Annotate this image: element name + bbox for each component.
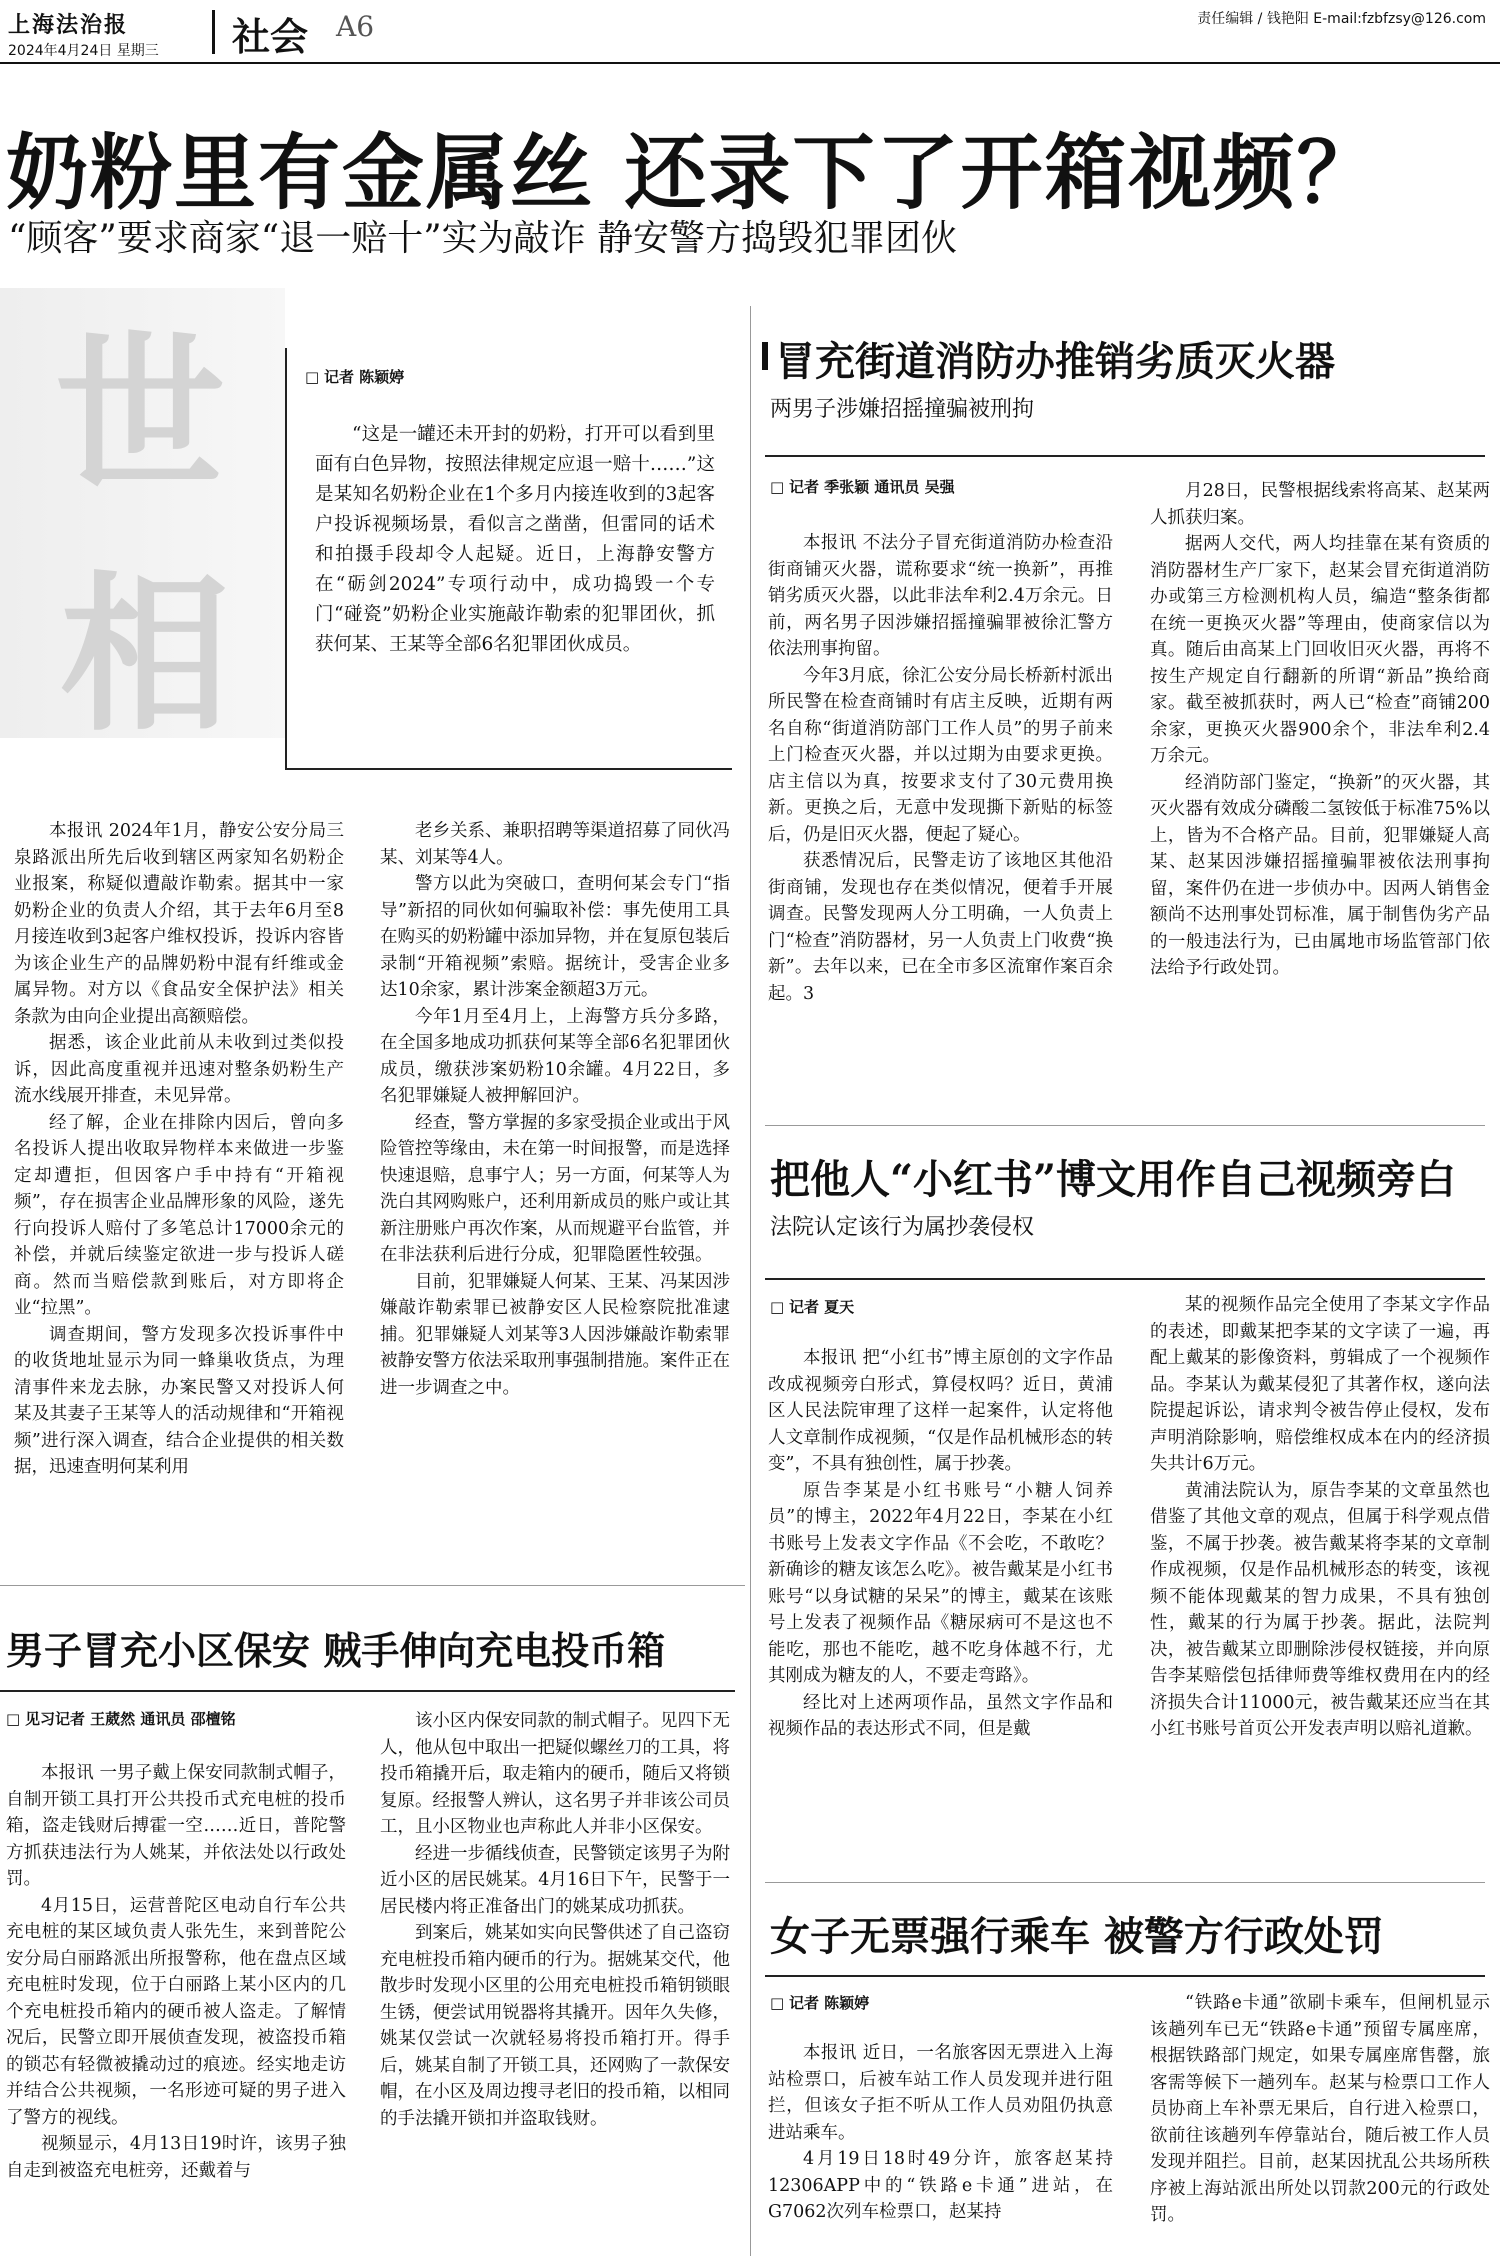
article-column	[768, 1345, 1113, 1743]
paragraph: 本报讯 一男子戴上保安同款制式帽子，自制开锁工具打开公共投币式充电桩的投币箱，盗走钱财后搏霍一空……近日，普陀警方抓获违法行为人姚某，并依法处以行政处罚。	[6, 1763, 346, 1889]
article-column	[1150, 478, 1490, 982]
paragraph: 本报讯 2024年1月，静安公安分局三泉路派出所先后收到辖区两家知名奶粉企业报案，称疑似遭敲诈勒索。据其中一家奶粉企业的负责人介绍，其于去年6月至8月接连收到3起客户维权投诉，投诉内容皆为该企业生产的品牌奶粉中混有纤维或金属异物。对方以《食品安全保护法》相关条款为由向企业提出高额赔偿。	[14, 821, 344, 1027]
article-subtitle: 两男子涉嫌招摇撞骗被刑拘	[770, 397, 1035, 422]
watermark-char: 世	[55, 315, 226, 515]
title-marker	[762, 342, 768, 370]
article-title: 把他人“小红书”博文用作自己视频旁白	[770, 1156, 1457, 1203]
paragraph: 本报讯 把“小红书”博主原创的文字作品改成视频旁白形式，算侵权吗？近日，黄浦区人民法院审理了这样一起案件，认定将他人文章制作成视频，“仅是作品机械形态的转变”，不具有独创性，属于抄袭。	[768, 1348, 1113, 1474]
byline: □ 记者 陈颖婷	[305, 366, 404, 387]
article-column	[380, 818, 730, 1401]
paragraph: 经进一步循线侦查，民警锁定该男子为附近小区的居民姚某。4月16日下午，民警于一居民楼内将正准备出门的姚某成功抓获。	[380, 1843, 730, 1917]
paragraph: 月28日，民警根据线索将高某、赵某两人抓获归案。	[1150, 481, 1490, 528]
paragraph: 今年3月底，徐汇公安分局长桥新村派出所民警在检查商铺时有店主反映，近期有两名自称“街道消防部门工作人员”的男子前来上门检查灭火器，并以过期为由要求更换。店主信以为真，按要求支付了30元费用换新。更换之后，无意中发现撕下新贴的标签后，仍是旧灭火器，便起了疑心。	[768, 665, 1113, 845]
byline: □ 记者 夏天	[770, 1296, 854, 1317]
article-column	[1150, 1292, 1490, 1743]
article-divider	[0, 1585, 745, 1586]
article-column	[768, 530, 1113, 1007]
paragraph: 4月19日18时49分许，旅客赵某持12306APP中的“铁路e卡通”进站，在G7062次列车检票口，赵某持	[768, 2149, 1113, 2222]
paragraph: 老乡关系、兼职招聘等渠道招募了同伙冯某、刘某等4人。	[380, 821, 730, 868]
article-column	[380, 1708, 730, 2132]
article-column	[6, 1760, 346, 2184]
paragraph: 据两人交代，两人均挂靠在某有资质的消防器材生产厂家下，赵某会冒充街道消防办或第三方检测机构人员，编造“整条街都在统一更换灭火器”等理由，使商家信以为真。随后由高某上门回收旧灭火器，再将不按生产规定自行翻新的所谓“新品”换给商家。截至被抓获时，两人已“检查”商铺200余家，更换灭火器900余个，非法牟利2.4万余元。	[1150, 534, 1490, 766]
article-divider	[765, 1125, 1485, 1126]
article-title: 男子冒充小区保安 贼手伸向充电投币箱	[6, 1628, 666, 1673]
paragraph: 调查期间，警方发现多次投诉事件中的收货地址显示为同一蜂巢收货点，为理清事件来龙去脉，办案民警又对投诉人何某及其妻子王某等人的活动规律和“开箱视频”进行深入调查，结合企业提供的相关数据，迅速查明何某利用	[14, 1324, 344, 1477]
column-watermark	[0, 288, 285, 755]
paragraph: 经消防部门鉴定，“换新”的灭火器，其灭火器有效成分磷酸二氢铵低于标准75%以上，皆为不合格产品。目前，犯罪嫌疑人高某、赵某因涉嫌招摇撞骗罪被依法刑事拘留，案件仍在进一步侦办中。因两人销售金额尚不达刑事处罚标准，属于制售伪劣产品的一般违法行为，已由属地市场监管部门依法给予行政处罚。	[1150, 772, 1490, 978]
paragraph: 据悉，该企业此前从未收到过类似投诉，因此高度重视并迅速对整条奶粉生产流水线展开排查，未见异常。	[14, 1033, 344, 1106]
article-rule	[765, 1975, 1485, 1977]
paragraph: “铁路e卡通”欲刷卡乘车，但闸机显示该趟列车已无“铁路e卡通”预留专属座席，根据铁路部门规定，如果专属座席售罄，旅客需等候下一趟列车。赵某与检票口工作人员协商上车补票无果后，自行进入检票口，欲前往该趟列车停靠站台，随后被工作人员发现并阻拦。目前，赵某因扰乱公共场所秩序被上海站派出所处以罚款200元的行政处罚。	[1150, 1993, 1490, 2225]
page-number: A6	[336, 10, 375, 43]
paragraph: 某的视频作品完全使用了李某文字作品的表述，即戴某把李某的文字读了一遍，再配上戴某的影像资料，剪辑成了一个视频作品。李某认为戴某侵犯了其著作权，遂向法院提起诉讼，请求判令被告停止侵权，发布声明消除影响，赔偿维权成本在内的经济损失共计6万元。	[1150, 1295, 1490, 1474]
article-subtitle: 法院认定该行为属抄袭侵权	[770, 1215, 1035, 1240]
article-column	[1150, 1990, 1490, 2229]
paragraph: 今年1月至4月上，上海警方兵分多路，在全国多地成功抓获何某等全部6名犯罪团伙成员，缴获涉案奶粉10余罐。4月22日，多名犯罪嫌疑人被押解回沪。	[380, 1006, 730, 1106]
section-name: 社会	[232, 14, 309, 59]
article-title: 冒充街道消防办推销劣质灭火器	[775, 338, 1335, 385]
main-headline: 奶粉里有金属丝 还录下了开箱视频？	[6, 125, 1381, 221]
paragraph: 经比对上述两项作品，虽然文字作品和视频作品的表达形式不同，但是戴	[768, 1692, 1113, 1739]
article-column	[14, 818, 344, 1481]
paragraph: 4月15日，运营普陀区电动自行车公共充电桩的某区域负责人张先生，来到普陀公安分局白丽路派出所报警称，他在盘点区域充电桩时发现，位于白丽路上某小区内的几个充电桩投币箱内的硬币被人盗走。了解情况后，民警立即开展侦查发现，被盗投币箱的锁芯有轻微被撬动过的痕迹。经实地走访并结合公共视频，一名形迹可疑的男子进入了警方的视线。	[6, 1895, 346, 2128]
lead-paragraph: “这是一罐还未开封的奶粉，打开可以看到里面有白色异物，按照法律规定应退一赔十……”这是某知名奶粉企业在1个多月内接连收到的3起客户投诉视频场景，看似言之凿凿，但雷同的话术和拍摄手段却令人起疑。近日，上海静安警方在“砺剑2024”专项行动中，成功捣毁一个专门“碰瓷”奶粉企业实施敲诈勒索的犯罪团伙，抓获何某、王某等全部6名犯罪团伙成员。	[315, 424, 715, 655]
article-column	[768, 2040, 1113, 2226]
issue-date: 2024年4月24日 星期三	[8, 43, 159, 59]
main-subheadline: “顾客”要求商家“退一赔十”实为敲诈 静安警方捣毁犯罪团伙	[8, 218, 958, 259]
paragraph: 原告李某是小红书账号“小糖人饲养员”的博主，2022年4月22日，李某在小红书账号上发表文字作品《不会吃，不敢吃？新确诊的糖友该怎么吃》。被告戴某是小红书账号“以身试糖的呆呆”的博主，戴某在该账号上发表了视频作品《糖尿病可不是这也不能吃，那也不能吃，越不吃身体越不行，尤其刚成为糖友的人，不要走弯路》。	[768, 1480, 1113, 1686]
paragraph: 黄浦法院认为，原告李某的文章虽然也借鉴了其他文章的观点，但属于科学观点借鉴，不属于抄袭。被告戴某将李某的文章制作成视频，仅是作品机械形态的转变，该视频不能体现戴某的智力成果，不具有独创性，戴某的行为属于抄袭。据此，法院判决，被告戴某立即删除涉侵权链接，并向原告李某赔偿包括律师费等维权费用在内的经济损失合计11000元，被告戴某还应当在其小红书账号首页公开发表声明以赔礼道歉。	[1150, 1480, 1490, 1739]
paragraph: 经了解，企业在排除内因后，曾向多名投诉人提出收取异物样本来做进一步鉴定却遭拒，但因客户手中持有“开箱视频”，存在损害企业品牌形象的风险，遂先行向投诉人赔付了多笔总计17000余元的补偿，并就后续鉴定欲进一步与投诉人磋商。然而当赔偿款到账后，对方即将企业“拉黑”。	[14, 1112, 344, 1318]
article-divider	[765, 1882, 1485, 1883]
byline: □ 记者 季张颖 通讯员 吴强	[770, 476, 955, 497]
column-divider	[750, 306, 751, 2256]
masthead-divider	[212, 10, 215, 54]
paragraph: 警方以此为突破口，查明何某会专门“指导”新招的同伙如何骗取补偿：事先使用工具在购买的奶粉罐中添加异物，并在复原包装后录制“开箱视频”索赔。据统计，受害企业多达10余家，累计涉案金额超3万元。	[380, 874, 730, 1000]
article-rule	[765, 455, 1485, 457]
byline: □ 记者 陈颖婷	[770, 1992, 869, 2013]
paragraph: 经查，警方掌握的多家受损企业或出于风险管控等缘由，未在第一时间报警，而是选择快速退赔，息事宁人；另一方面，何某等人为洗白其网购账户，还利用新成员的账户或让其新注册账户再次作案，从而规避平台监管，并在非法获利后进行分成，犯罪隐匿性较强。	[380, 1112, 730, 1265]
paragraph: 该小区内保安同款的制式帽子。见四下无人，他从包中取出一把疑似螺丝刀的工具，将投币箱撬开后，取走箱内的硬币，随后又将锁复原。经报警人辨认，这名男子并非该公司员工，且小区物业也声称此人并非小区保安。	[380, 1711, 730, 1837]
byline: □ 见习记者 王葳然 通讯员 邵檀铭	[6, 1708, 236, 1729]
masthead-rule	[0, 62, 1500, 64]
paragraph: 到案后，姚某如实向民警供述了自己盗窃充电桩投币箱内硬币的行为。据姚某交代，他散步时发现小区里的公用充电桩投币箱钥锁眼生锈，便尝试用锐器将其撬开。因年久失修，姚某仅尝试一次就轻易将投币箱打开。得手后，姚某自制了开锁工具，还网购了一款保安帽，在小区及周边搜寻老旧的投币箱，以相同的手法撬开锁扣并盗取钱财。	[380, 1923, 730, 2129]
article-title: 女子无票强行乘车 被警方行政处罚	[770, 1913, 1384, 1960]
article-rule	[765, 1278, 1485, 1280]
article-rule	[0, 1690, 735, 1692]
paragraph: 本报讯 不法分子冒充街道消防办检查沿街商铺灭火器，谎称要求“统一换新”，再推销劣质灭火器，以此非法牟利2.4万余元。日前，两名男子因涉嫌招摇撞骗罪被徐汇警方依法刑事拘留。	[768, 533, 1113, 659]
watermark-char: 相	[60, 555, 231, 755]
paragraph: 视频显示，4月13日19时许，该男子独自走到被盗充电桩旁，还戴着与	[6, 2134, 346, 2181]
paragraph: 获悉情况后，民警走访了该地区其他沿街商铺，发现也存在类似情况，便着手开展调查。民警发现两人分工明确，一人负责上门“检查”消防器材，另一人负责上门收费“换新”。去年以来，已在全市多区流窜作案百余起。3	[768, 851, 1113, 1004]
paragraph: 本报讯 近日，一名旅客因无票进入上海站检票口，后被车站工作人员发现并进行阻拦，但该女子拒不听从工作人员劝阻仍执意进站乘车。	[768, 2043, 1113, 2143]
paper-name: 上海法治报	[8, 12, 129, 38]
paragraph: 目前，犯罪嫌疑人何某、王某、冯某因涉嫌敲诈勒索罪已被静安区人民检察院批准逮捕。犯罪嫌疑人刘某等3人因涉嫌敲诈勒索罪被静安警方依法采取刑事强制措施。案件正在进一步调查之中。	[380, 1271, 730, 1398]
editor-credit: 责任编辑 / 钱艳阳 E-mail:fzbfzsy@126.com	[1197, 11, 1486, 27]
